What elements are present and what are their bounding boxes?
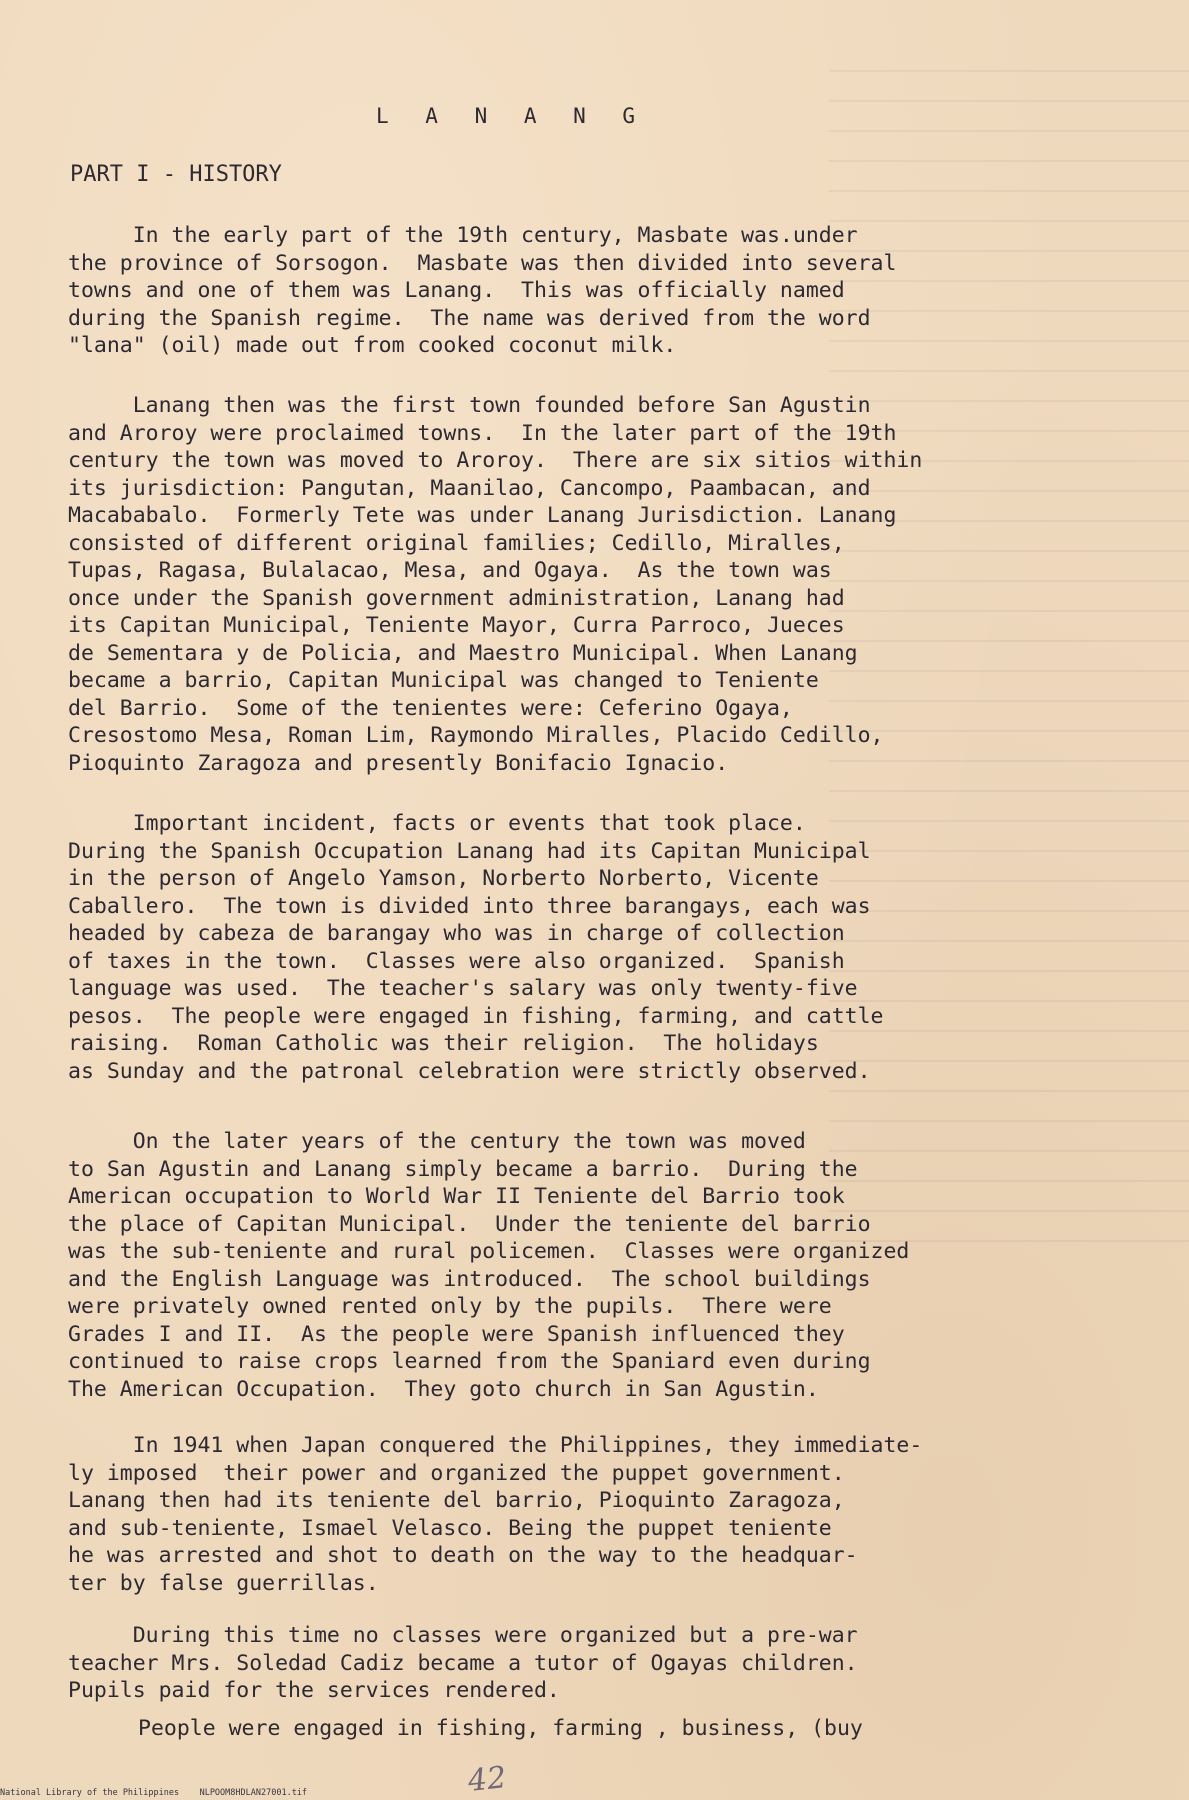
paragraph-origin: In the early part of the 19th century, Masbate was.under the province of Sorsogon. Masbate was then divided into several towns and one of them was Lanang. This was officially named during the Spanish regime. The name was derived from the word "lana" (oil) made out from cooked coconut milk. xyxy=(68,223,897,358)
paragraph-japanese-occupation: In 1941 when Japan conquered the Philippines, they immediate- ly imposed their power and organized the puppet government. Lanang then had its teniente del barrio, Pioquinto Zaragoza, and sub-teniente, Ismael Velasco. Being the puppet teniente he was arrested and shot to death on the way to the headquar- ter by false guerrillas. xyxy=(68,1433,923,1596)
handwritten-page-number: 42 xyxy=(466,1760,508,1799)
document-title: L A N A N G xyxy=(376,104,648,128)
paragraph-wartime-classes: During this time no classes were organized but a pre-war teacher Mrs. Soledad Cadiz became a tutor of Ogayas children. Pupils paid for the services rendered. xyxy=(68,1623,858,1703)
paragraph-spanish-occupation: Important incident, facts or events that took place. During the Spanish Occupation Lanang had its Capitan Municipal in the person of Angelo Yamson, Norberto Norberto, Vicente Caballero. The town is divided into three barangays, each was headed by cabeza de barangay who was in charge of collection of taxes in the town. Classes were also organized. Spanish language was used. The teacher's salary was only twenty-five pesos. The people were engaged in fishing, farming, and cattle raising. Roman Catholic was their religion. The holidays as Sunday and the patronal celebration were strictly observed. xyxy=(68,811,884,1084)
archive-footer: National Library of the Philippines NLPOOM8HDLAN27001.tif xyxy=(0,1788,308,1798)
paragraph-founding: Lanang then was the first town founded before San Agustin and Aroroy were proclaimed towns. In the later part of the 19th century the town was moved to Aroroy. There are six sitios within its jurisdiction: Pangutan, Maanilao, Cancompo, Paambacan, and Macababalo. Formerly Tete was under Lanang Jurisdiction. Lanang consisted of different original families; Cedillo, Miralles, Tupas, Ragasa, Bulalacao, Mesa, and Ogaya. As the town was once under the Spanish government administration, Lanang had its Capitan Municipal, Teniente Mayor, Curra Parroco, Jueces de Sementara y de Policia, and Maestro Municipal. When Lanang became a barrio, Capitan Municipal was changed to Teniente del Barrio. Some of the tenientes were: Ceferino Ogaya, Cresostomo Mesa, Roman Lim, Raymondo Miralles, Placido Cedillo, Pioquinto Zaragoza and presently Bonifacio Ignacio. xyxy=(68,393,923,776)
paragraph-occupations-start: People were engaged in fishing, farming , business, (buy xyxy=(138,1716,863,1741)
part-heading: PART I - HISTORY xyxy=(70,162,282,187)
paragraph-american-occupation: On the later years of the century the town was moved to San Agustin and Lanang simply became a barrio. During the American occupation to World War II Teniente del Barrio took the place of Capitan Municipal. Under the teniente del barrio was the sub-teniente and rural policemen. Classes were organized and the English Language was introduced. The school buildings were privately owned rented only by the pupils. There were Grades I and II. As the people were Spanish influenced they continued to raise crops learned from the Spaniard even during The American Occupation. They goto church in San Agustin. xyxy=(68,1129,910,1402)
